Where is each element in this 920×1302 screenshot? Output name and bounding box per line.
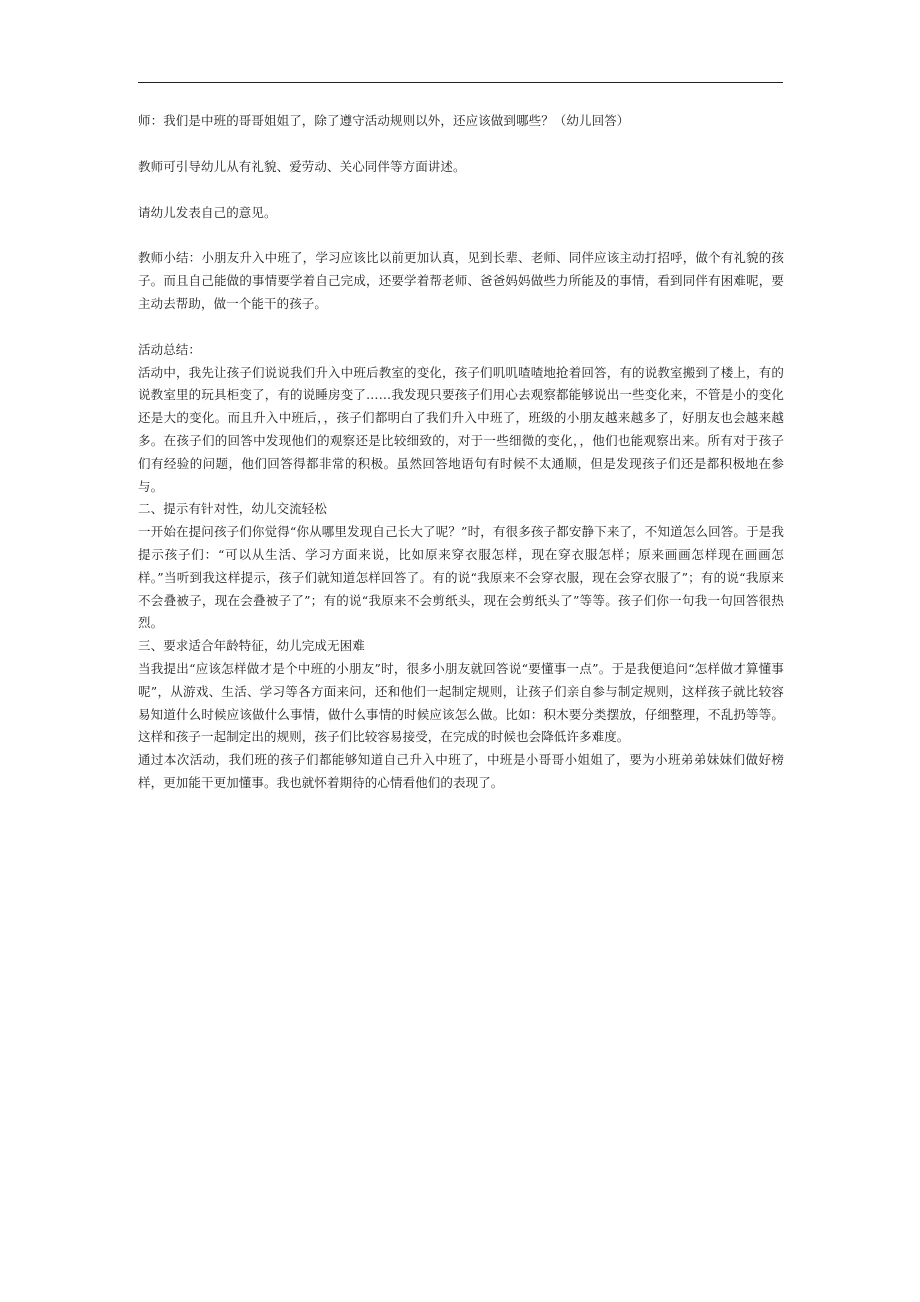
paragraph-teacher-summary: 教师小结：小朋友升入中班了，学习应该比以前更加认真，见到长辈、老师、同伴应该主动打招呼，做个有礼貌的孩子。而且自己能做的事情要学着自己完成，还要学着帮老师、爸爸妈妈做些力所能及的事情，看到同伴有困难呢，要主动去帮助，做一个能干的孩子。 (138, 250, 784, 311)
heading-section-two: 二、提示有针对性，幼儿交流轻松 (138, 501, 328, 517)
heading-section-three: 三、要求适合年龄特征，幼儿完成无困难 (138, 638, 365, 654)
paragraph-section-three: 当我提出“应该怎样做才是个中班的小朋友”时，很多小朋友就回答说“要懂事一点”。于是我便追问“怎样做才算懂事呢”，从游戏、生活、学习等各方面来问，还和他们一起制定规则，让孩子们亲自参与制定规则，这样孩子就比较容易知道什么时候应该做什么事情，做什么事情的时候应该怎么做。比如：积木要分类摆放，仔细整理，不乱扔等等。这样和孩子一起制定出的规则，孩子们比较容易接受，在完成的时候也会降低许多难度。 (138, 660, 784, 745)
paragraph-conclusion: 通过本次活动，我们班的孩子们都能够知道自己升入中班了，中班是小哥哥小姐姐了，要为小班弟弟妹妹们做好榜样，更加能干更加懂事。我也就怀着期待的心情看他们的表现了。 (138, 752, 784, 790)
paragraph-opinions: 请幼儿发表自己的意见。 (138, 204, 277, 220)
paragraph-teacher-question: 师：我们是中班的哥哥姐姐了，除了遵守活动规则以外，还应该做到哪些？（幼儿回答） (138, 113, 630, 128)
heading-activity-summary: 活动总结： (138, 341, 202, 357)
paragraph-section-two: 一开始在提问孩子们你觉得“你从哪里发现自己长大了呢？”时，有很多孩子都安静下来了，不知道怎么回答。于是我提示孩子们：“可以从生活、学习方面来说，比如原来穿衣服怎样，现在穿衣服怎样；原来画画怎样现在画画怎样。”当听到我这样提示，孩子们就知道怎样回答了。有的说“我原来不会穿衣服，现在会穿衣服了”；有的说“我原来不会叠被子，现在会叠被子了”；有的说“我原来不会剪纸头，现在会剪纸头了”等等。孩子们你一句我一句回答很热烈。 (138, 524, 784, 631)
document-body (138, 110, 784, 795)
header-rule (138, 82, 783, 83)
paragraph-activity-review: 活动中，我先让孩子们说说我们升入中班后教室的变化，孩子们叽叽喳喳地抢着回答，有的说教室搬到了楼上，有的说教室里的玩具柜变了，有的说睡房变了……我发现只要孩子们用心去观察都能够说出一些变化来，不管是小的变化还是大的变化。而且升入中班后，，孩子们都明白了我们升入中班了，班级的小朋友越来越多了，好朋友也会越来越多。在孩子们的回答中发现他们的观察还是比较细致的，对于一些细微的变化，，他们也能观察出来。所有对于孩子们有经验的问题，他们回答得都非常的积极。虽然回答地语句有时候不太通顺，但是发现孩子们还是都积极地在参与。 (138, 364, 784, 494)
paragraph-guidance: 教师可引导幼儿从有礼貌、爱劳动、关心同伴等方面讲述。 (138, 158, 466, 174)
